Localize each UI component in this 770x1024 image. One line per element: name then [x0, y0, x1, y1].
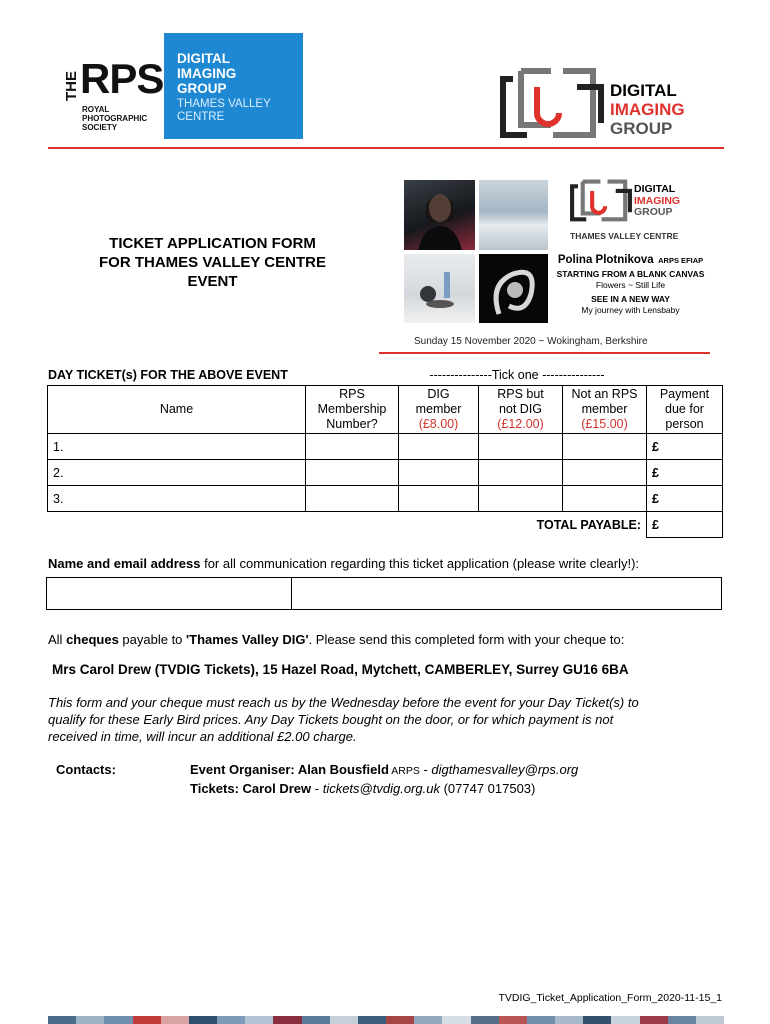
header-dig-member	[399, 386, 479, 434]
pound-sign: £	[652, 439, 659, 454]
dig-tick-cell[interactable]	[399, 486, 479, 512]
flower-photo	[477, 252, 550, 325]
table-row	[48, 486, 723, 512]
pound-sign: £	[652, 491, 659, 506]
poster-talk2: SEE IN A NEW WAY	[591, 294, 670, 304]
strip-swatch	[640, 1016, 668, 1024]
notice-line: qualify for these Early Bird prices. Any Day Tickets bought on the door, or for which payment is not	[48, 712, 614, 727]
strip-swatch	[696, 1016, 724, 1024]
header-payment	[647, 386, 723, 434]
portrait-icon	[404, 180, 475, 250]
poster-centre: THAMES VALLEY CENTRE	[570, 231, 679, 241]
poster-speaker: Polina Plotnikova	[557, 254, 654, 266]
rps-dig-box	[164, 33, 303, 139]
header-name: Name	[48, 386, 306, 434]
row-number: 2.	[53, 465, 64, 480]
event-poster	[402, 178, 710, 326]
strip-swatch	[471, 1016, 499, 1024]
header-text: member	[581, 402, 628, 416]
rps-box-line: IMAGING	[177, 66, 237, 81]
seascape-photo	[477, 178, 550, 252]
rps-number-cell[interactable]	[306, 434, 399, 460]
poster-logo-line: DIGITAL	[634, 183, 676, 195]
dig-logo-mark-icon	[497, 65, 607, 143]
poster-dig-logo	[568, 178, 708, 238]
rps-society-line: SOCIETY	[82, 123, 118, 132]
strip-swatch	[302, 1016, 330, 1024]
payment-cell[interactable]	[647, 460, 723, 486]
strip-swatch	[48, 1016, 76, 1024]
speaker-portrait	[402, 178, 477, 252]
header-text: member	[415, 402, 462, 416]
header-rps-not-dig	[479, 386, 563, 434]
email-field[interactable]	[292, 578, 721, 609]
contact-prompt-bold: Name and email address	[48, 556, 201, 571]
rps-number-cell[interactable]	[306, 460, 399, 486]
rps-not-dig-tick-cell[interactable]	[479, 434, 563, 460]
strip-swatch	[386, 1016, 414, 1024]
header-text: Membership	[317, 402, 387, 416]
strip-swatch	[527, 1016, 555, 1024]
rps-not-dig-tick-cell[interactable]	[479, 460, 563, 486]
tickets-name: Tickets: Carol Drew	[190, 781, 312, 796]
rps-box-line: DIGITAL	[177, 51, 230, 66]
poster-dig-logo-text	[634, 184, 680, 219]
dig-logo	[497, 65, 717, 145]
contact-prompt	[48, 556, 639, 572]
poster-talk2-sub: My journey with Lensbaby	[581, 304, 680, 315]
rps-society-line: ROYAL	[82, 105, 110, 114]
table-row	[48, 434, 723, 460]
dig-logo-line: IMAGING	[610, 100, 685, 119]
poster-divider	[379, 352, 710, 354]
name-email-box	[46, 577, 722, 610]
table-row	[48, 460, 723, 486]
header-text: Payment	[659, 387, 710, 401]
tick-one-label: ---------------Tick one ---------------	[429, 368, 605, 382]
total-label: TOTAL PAYABLE:	[536, 517, 641, 532]
color-strip	[48, 1016, 724, 1024]
ticket-table	[47, 385, 723, 538]
rps-society-text	[82, 105, 147, 132]
strip-swatch	[442, 1016, 470, 1024]
total-row	[48, 512, 723, 538]
name-cell[interactable]	[48, 486, 306, 512]
poster-logo-line: GROUP	[634, 206, 673, 218]
tickets-contact	[190, 781, 535, 797]
rps-not-dig-tick-cell[interactable]	[479, 486, 563, 512]
still-life-icon	[404, 254, 475, 323]
table-header-row	[48, 386, 723, 434]
strip-swatch	[217, 1016, 245, 1024]
header-price: (£8.00)	[418, 417, 459, 431]
strip-swatch	[245, 1016, 273, 1024]
header-text: RPS	[339, 387, 365, 401]
strip-swatch	[555, 1016, 583, 1024]
organiser-contact	[190, 762, 578, 779]
name-cell[interactable]	[48, 460, 306, 486]
organiser-honours: ARPS	[388, 765, 420, 777]
poster-dig-logo-mark-icon	[568, 178, 634, 224]
cheque-text: All	[48, 632, 67, 647]
rps-logo	[58, 33, 303, 139]
title-line: EVENT	[187, 273, 238, 290]
strip-swatch	[330, 1016, 358, 1024]
name-cell[interactable]	[48, 434, 306, 460]
tickets-email-link[interactable]: tickets@tvdig.org.uk	[322, 781, 440, 796]
strip-swatch	[76, 1016, 104, 1024]
header-text: Not an RPS	[571, 387, 638, 401]
postal-address: Mrs Carol Drew (TVDIG Tickets), 15 Hazel Road, Mytchett, CAMBERLEY, Surrey GU16 6BA	[52, 662, 629, 677]
header-not-rps	[563, 386, 647, 434]
header-rps-number	[306, 386, 399, 434]
tickets-phone: (07747 017503)	[439, 781, 536, 796]
notice-line: This form and your cheque must reach us by the Wednesday before the event for your Day Ticket(s) to	[48, 695, 639, 710]
header-divider	[48, 147, 724, 149]
notice-line: received in time, will incur an additional £2.00 charge.	[48, 729, 357, 744]
payment-cell[interactable]	[647, 434, 723, 460]
table-caption: DAY TICKET(s) FOR THE ABOVE EVENT	[48, 368, 288, 382]
cheque-text-bold: cheques	[66, 632, 119, 647]
not-rps-tick-cell[interactable]	[563, 460, 647, 486]
strip-swatch	[611, 1016, 639, 1024]
poster-talks	[551, 269, 710, 315]
name-field[interactable]	[47, 578, 291, 609]
strip-swatch	[104, 1016, 132, 1024]
pound-sign: £	[652, 465, 659, 480]
total-cell[interactable]	[647, 512, 723, 538]
rps-box-line: THAMES VALLEY	[177, 98, 271, 110]
rps-society-line: PHOTOGRAPHIC	[82, 114, 148, 123]
separator: -	[419, 762, 432, 777]
pound-sign: £	[652, 517, 659, 532]
header-price: (£15.00)	[581, 417, 628, 431]
contacts-label: Contacts:	[56, 762, 116, 777]
flower-icon	[479, 254, 548, 323]
header-price: (£12.00)	[497, 417, 544, 431]
header-text: Number?	[326, 417, 378, 431]
poster-logo-line: IMAGING	[634, 194, 681, 207]
strip-swatch	[273, 1016, 301, 1024]
contact-prompt-rest: for all communication regarding this ticket application (please write clearly!):	[200, 556, 640, 571]
poster-speaker-line	[551, 250, 710, 268]
row-number: 1.	[53, 439, 64, 454]
title-line: FOR THAMES VALLEY CENTRE	[99, 254, 326, 271]
strip-swatch	[414, 1016, 442, 1024]
strip-swatch	[668, 1016, 696, 1024]
title-line: TICKET APPLICATION FORM	[109, 235, 316, 252]
cheque-text: . Please send this completed form with your cheque to:	[308, 632, 625, 647]
strip-swatch	[583, 1016, 611, 1024]
rps-wordmark: RPS	[80, 55, 164, 102]
strip-swatch	[133, 1016, 161, 1024]
organiser-email-link[interactable]: digthamesvalley@rps.org	[431, 762, 579, 777]
not-rps-tick-cell[interactable]	[563, 486, 647, 512]
not-rps-tick-cell[interactable]	[563, 434, 647, 460]
rps-the-text: THE	[63, 71, 80, 101]
header-text: not DIG	[498, 402, 543, 416]
strip-swatch	[161, 1016, 189, 1024]
organiser-name: Event Organiser: Alan Bousfield	[190, 762, 389, 777]
header-text: due for	[665, 402, 704, 416]
cheque-text: payable to	[118, 632, 187, 647]
header-text: RPS but	[497, 387, 544, 401]
row-number: 3.	[53, 491, 64, 506]
strip-swatch	[189, 1016, 217, 1024]
dig-logo-line: DIGITAL	[610, 81, 677, 100]
cheque-payee: 'Thames Valley DIG'	[186, 632, 309, 647]
cheque-instructions	[48, 632, 624, 648]
page-title	[60, 234, 365, 291]
poster-honours: ARPS EFIAP	[658, 256, 704, 265]
dig-tick-cell[interactable]	[399, 434, 479, 460]
deadline-notice	[48, 694, 639, 745]
document-code: TVDIG_Ticket_Application_Form_2020-11-15_1	[498, 992, 722, 1004]
payment-cell[interactable]	[647, 486, 723, 512]
poster-talk1-sub: Flowers ~ Still Life	[595, 279, 666, 290]
poster-talk1: STARTING FROM A BLANK CANVAS	[556, 269, 705, 279]
poster-date-line: Sunday 15 November 2020 ~ Wokingham, Berkshire	[414, 336, 648, 347]
separator: -	[311, 781, 323, 796]
still-life-photo	[402, 252, 477, 325]
strip-swatch	[358, 1016, 386, 1024]
rps-number-cell[interactable]	[306, 486, 399, 512]
header-text: person	[665, 417, 704, 431]
rps-box-line: CENTRE	[177, 111, 225, 123]
dig-tick-cell[interactable]	[399, 460, 479, 486]
header-text: DIG	[427, 387, 450, 401]
rps-box-line: GROUP	[177, 81, 227, 96]
dig-logo-text	[610, 81, 685, 138]
strip-swatch	[499, 1016, 527, 1024]
dig-logo-line: GROUP	[610, 119, 673, 138]
